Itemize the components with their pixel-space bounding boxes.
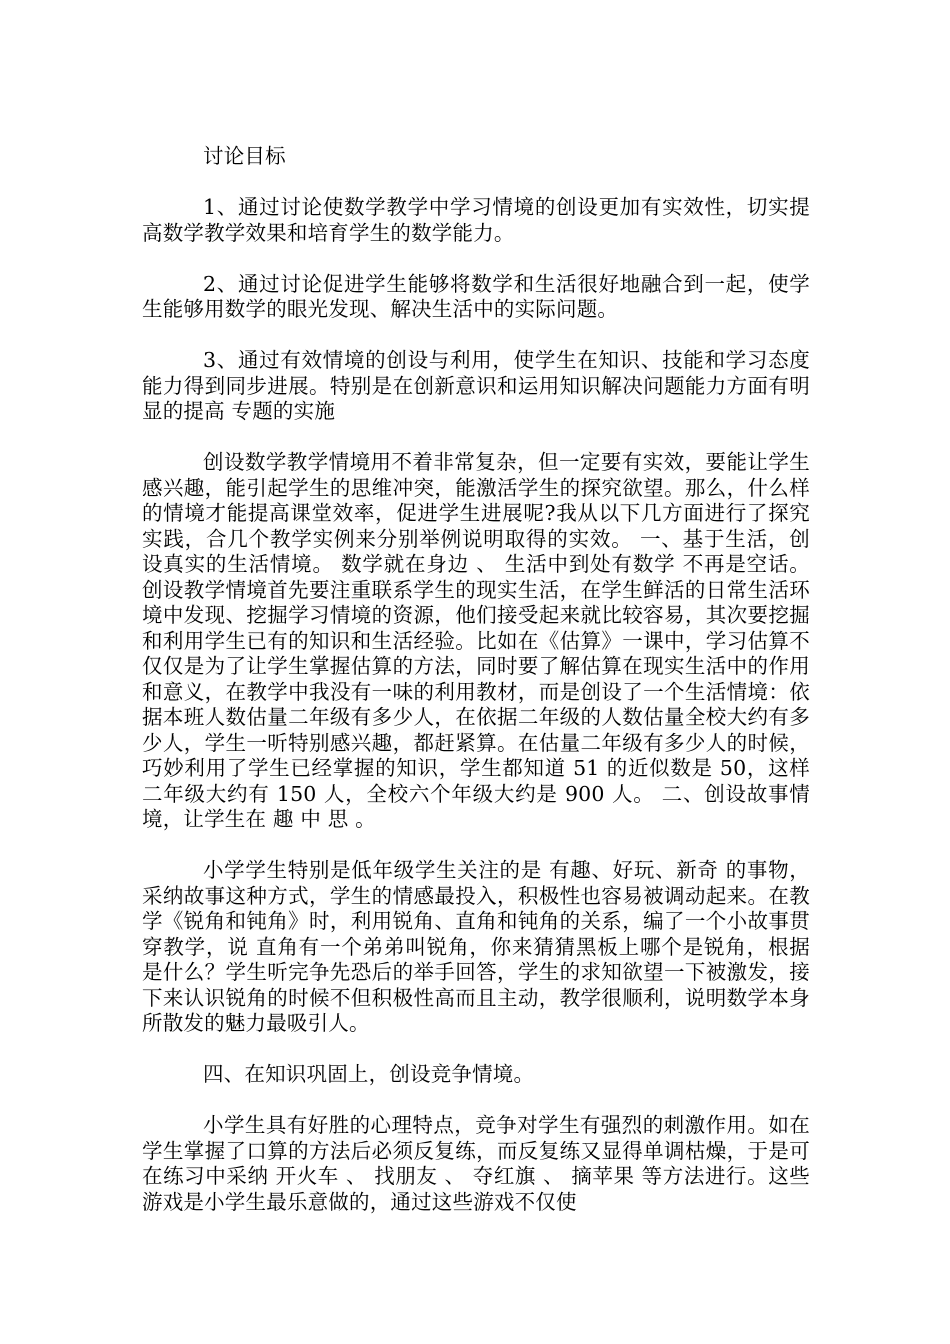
- paragraph-story-situation: 小学学生特别是低年级学生关注的是 有趣、好玩、新奇 的事物，采纳故事这种方式，学生的情感最投入，积极性也容易被调动起来。在教学《锐角和钝角》时，利用锐角、直角和钝角的关系，编了一个小故事贯穿教学，说 直角有一个弟弟叫锐角，你来猜猜黑板上哪个是锐角，根据是什么？学生听完争先恐后的举手回答，学生的求知欲望一下被激发，接下来认识锐角的时候不但积极性高而且主动，教学很顺利，说明数学本身所散发的魅力最吸引人。: [142, 858, 810, 1035]
- paragraph-spacer: [142, 170, 810, 196]
- paragraph-competition-body: 小学生具有好胜的心理特点，竞争对学生有强烈的刺激作用。如在学生掌握了口算的方法后必须反复练，而反复练又显得单调枯燥，于是可在练习中采纳 开火车 、 找朋友 、 夺红旗 、 摘苹果 等方法进行。这些游戏是小学生最乐意做的，通过这些游戏不仅使: [142, 1113, 810, 1214]
- paragraph-spacer: [142, 246, 810, 272]
- paragraph-life-situation: 创设数学教学情境用不着非常复杂，但一定要有实效，要能让学生感兴趣，能引起学生的思维冲突，能激活学生的探究欲望。那么，什么样的情境才能提高课堂效率，促进学生进展呢?我从以下几方面进行了探究实践，合几个教学实例来分别举例说明取得的实效。 一、基于生活，创设真实的生活情境。 数学就在身边 、 生活中到处有数学 不再是空话。创设教学情境首先要注重联系学生的现实生活，在学生鲜活的日常生活环境中发现、挖掘学习情境的资源，他们接受起来就比较容易，其次要挖掘和利用学生已有的知识和生活经验。比如在《估算》一课中，学习估算不仅仅是为了让学生掌握估算的方法，同时要了解估算在现实生活中的作用和意义，在教学中我没有一味的利用教材，而是创设了一个生活情境：依据本班人数估量二年级有多少人，在依据二年级的人数估量全校大约有多少人，学生一听特别感兴趣，都赶紧算。在估量二年级有多少人的时候，巧妙利用了学生已经掌握的知识，学生都知道 51 的近似数是 50，这样二年级大约有 150 人，全校六个年级大约是 900 人。 二、创设故事情境，让学生在 趣 中 思 。: [142, 450, 810, 831]
- paragraph-competition-heading: 四、在知识巩固上，创设竞争情境。: [203, 1062, 535, 1086]
- section-heading: 讨论目标: [203, 144, 286, 168]
- document-body: [142, 144, 810, 1215]
- paragraph-spacer: [142, 323, 810, 349]
- paragraph-spacer: [142, 1037, 810, 1063]
- paragraph-spacer: [142, 1088, 810, 1114]
- paragraph-spacer: [142, 425, 810, 451]
- paragraph-spacer: [142, 833, 810, 859]
- paragraph-goal-1: 1、通过讨论使数学教学中学习情境的创设更加有实效性，切实提高数学教学效果和培育学生的数学能力。: [142, 195, 810, 245]
- paragraph-goal-2: 2、通过讨论促进学生能够将数学和生活很好地融合到一起，使学生能够用数学的眼光发现、解决生活中的实际问题。: [142, 271, 810, 321]
- paragraph-goal-3: 3、通过有效情境的创设与利用，使学生在知识、技能和学习态度能力得到同步进展。特别是在创新意识和运用知识解决问题能力方面有明显的提高 专题的实施: [142, 348, 810, 423]
